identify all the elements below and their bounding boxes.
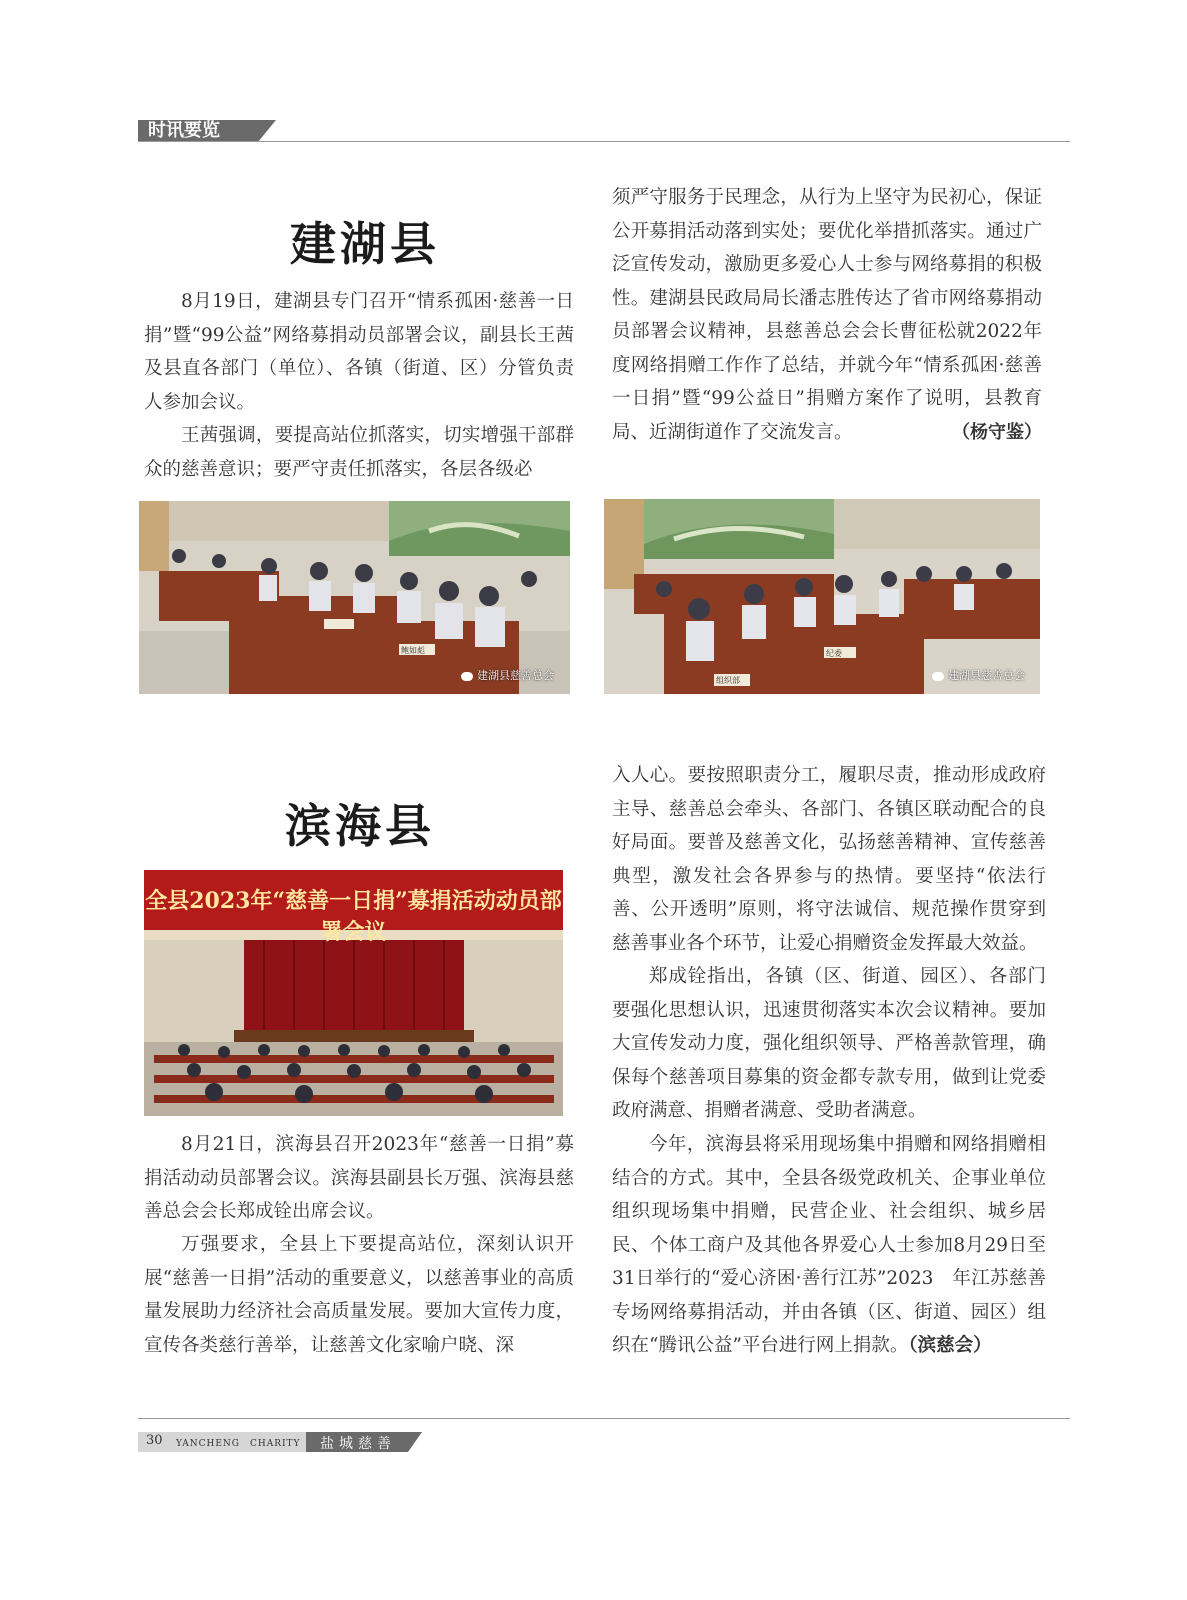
footer-rule [138,1418,1070,1419]
jianhu-title: 建湖县 [290,217,440,271]
jianhu-photo-2-watermark: 建湖县慈善总会 [932,667,1025,683]
page-number: 30 [146,1433,163,1448]
nameplate: 鲍如彪 [401,646,425,655]
jianhu-paragraph-2: 王茜强调，要提高站位抓落实，切实增强干部群众的慈善意识；要严守责任抓落实，各层各级必 [144,425,574,480]
jianhu-paragraph-1: 8月19日，建湖县专门召开“情系孤困·慈善一日捐”暨“99公益”网络募捐动员部署会议，副县长王茜及县直各部门（单位）、各镇（街道、区）分管负责人参加会议。 [144,291,574,413]
binhai-column-2-paragraph-3-text: 今年，滨海县将采用现场集中捐赠和网络捐赠相结合的方式。其中，全县各级党政机关、企事业单位组织现场集中捐赠，民营企业、社会组织、城乡居民、个体工商户及其他各界爱心人士参加8月29日至31日举行的“爱心济困·善行江苏”2023 年江苏慈善专场网络募捐活动，并由各镇（区、街道、园区）组织在“腾讯公益”平台进行网上捐款。 [612,1134,1046,1356]
nameplate: 组织部 [716,676,740,685]
jianhu-column-2 [612,181,1042,449]
jianhu-meeting-photo-1 [139,501,570,694]
binhai-column-2-paragraph-1: 入人心。要按照职责分工，履职尽责，推动形成政府主导、慈善总会牵头、各部门、各镇区联动配合的良好局面。要普及慈善文化，弘扬慈善精神、宣传慈善典型，激发社会各界参与的热情。要坚持“依法行善、公开透明”原则，将守法诚信、规范操作贯穿到慈善事业各个环节，让爱心捐赠资金发挥最大效益。 [612,765,1046,954]
binhai-column-2-paragraph-3 [612,1128,1046,1363]
jianhu-column-2-text: 须严守服务于民理念，从行为上坚守为民初心，保证公开募捐活动落到实处；要优化举措抓落实。通过广泛宣传发动，激励更多爱心人士参与网络募捐的积极性。建湖县民政局局长潘志胜传达了省市网络募捐动员部署会议精神，县慈善总会会长曹征松就2022年度网络捐赠工作作了总结，并就今年“情系孤困·慈善一日捐”暨“99公益日”捐赠方案作了说明，县教育局、近湖街道作了交流发言。 [612,187,1042,443]
magazine-name-en: YANCHENG CHARITY [176,1439,301,1449]
binhai-byline: （滨慈会） [908,1335,992,1356]
binhai-meeting-photo [144,870,563,1116]
page-header [138,120,1070,142]
header-rule [138,141,1070,142]
footer-tag-tip [408,1432,422,1452]
nameplate: 纪委 [826,649,842,658]
binhai-paragraph-1: 8月21日，滨海县召开2023年“慈善一日捐”募捐活动动员部署会议。滨海县副县长万强、滨海县慈善总会会长郑成铨出席会议。 [144,1134,574,1222]
jianhu-byline: （杨守鉴） [952,421,1042,443]
jianhu-photo-1-watermark: 建湖县慈善总会 [461,667,554,683]
magazine-name-cn: 盐城慈善 [320,1436,396,1452]
section-label-tip [258,120,276,142]
binhai-paragraph-2: 万强要求，全县上下要提高站位，深刻认识开展“慈善一日捐”活动的重要意义，以慈善事业的高质量发展助力经济社会高质量发展。要加大宣传力度，宣传各类慈行善举，让慈善文化家喻户晓、深 [144,1234,574,1356]
jianhu-meeting-photo-2 [604,499,1040,694]
binhai-banner: 全县2023年“慈善一日捐”募捐活动动员部署会议 [145,888,562,945]
binhai-title: 滨海县 [285,799,435,853]
section-label: 时讯要览 [138,120,258,142]
binhai-column-2-paragraph-2: 郑成铨指出，各镇（区、街道、园区）、各部门要强化思想认识，迅速贯彻落实本次会议精神。要加大宣传发动力度，强化组织领导、严格善款管理，确保每个慈善项目募集的资金都专款专用，做到让党委政府满意、捐赠者满意、受助者满意。 [612,966,1046,1121]
